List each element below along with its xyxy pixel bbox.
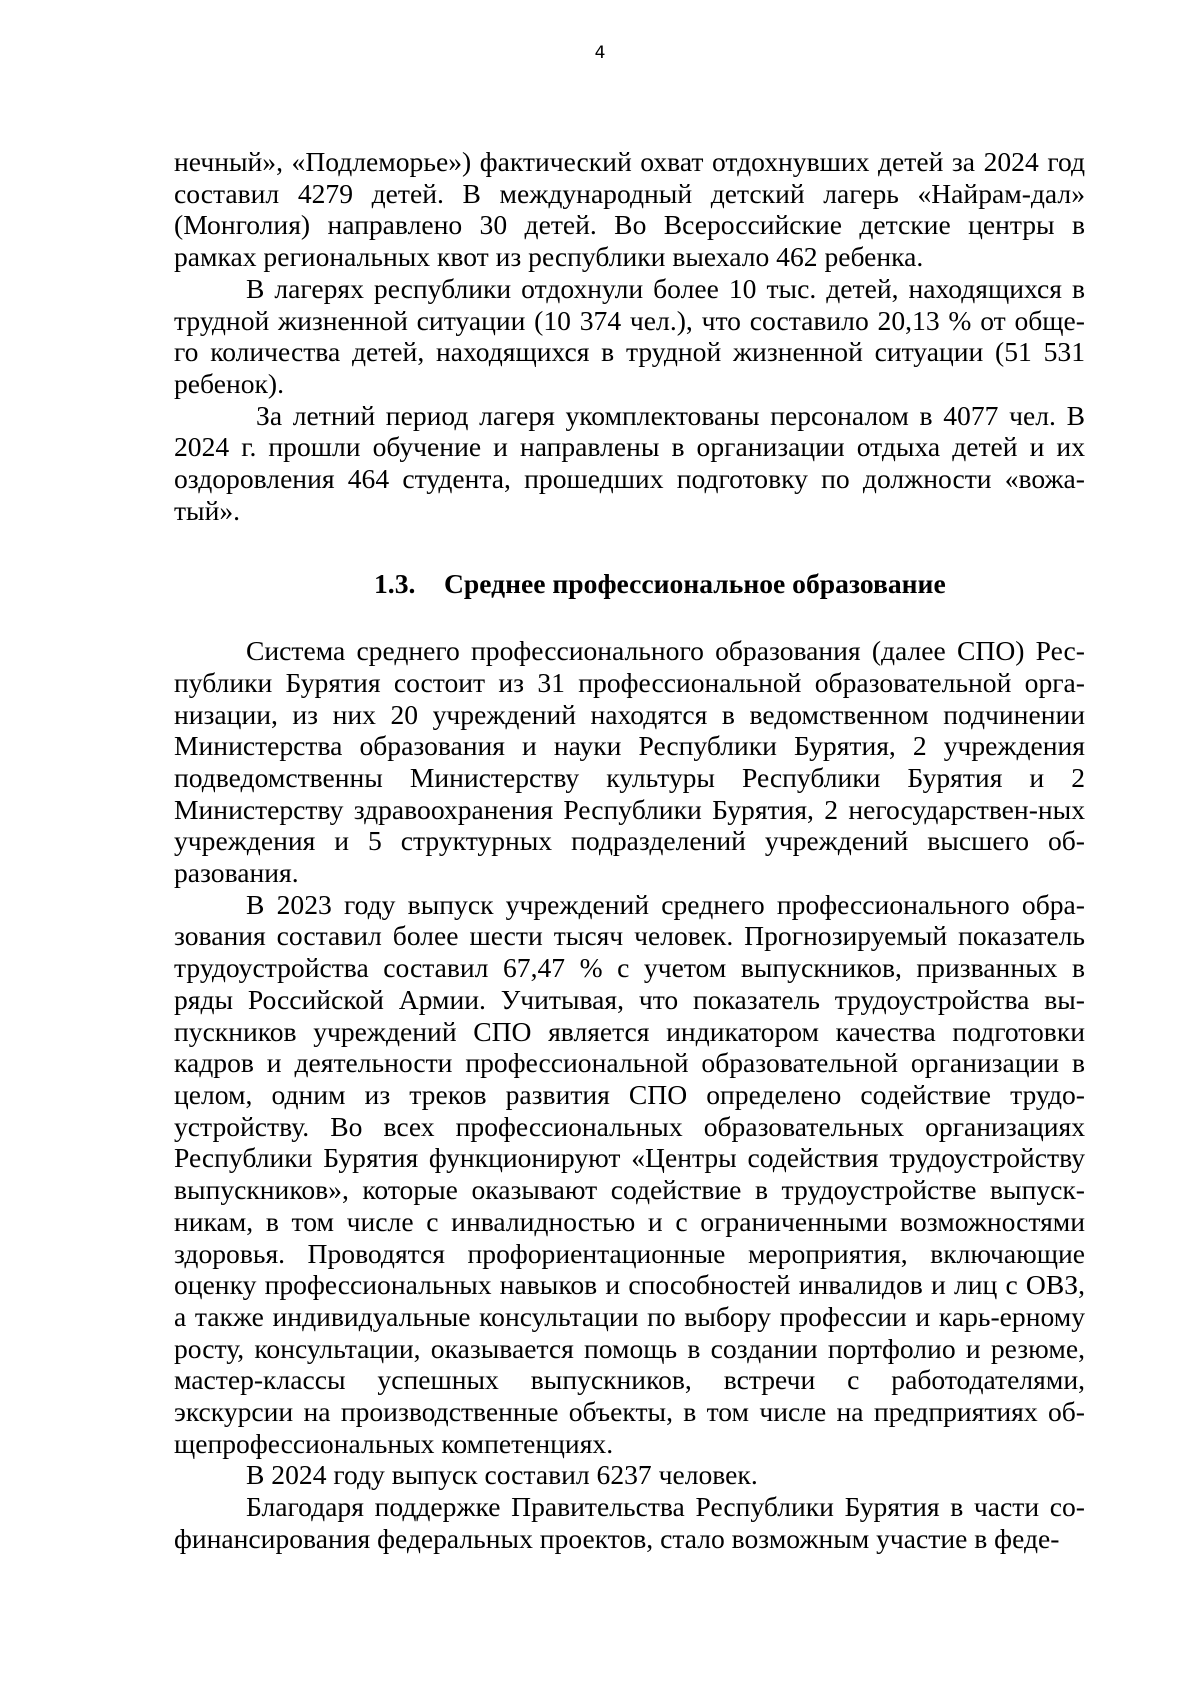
paragraph-graduation-2023: В 2023 году выпуск учреждений среднего профессионального обра-зования составил более шести тысяч человек. Прогнозируемый показатель трудоустройства составил 67,47 % с учетом выпускников, призванных в ряды Российской Армии. Учитывая, что показатель трудоустройства вы-пускников учреждений СПО является индикатором качества подготовки кадров и деятельности профессиональной образовательной организации в целом, одним из треков развития СПО определено содействие трудо-устройству. Во всех профессиональных образовательных организациях Республики Бурятия функционируют «Центры содействия трудоустройству выпускников», которые оказывают содействие в трудоустройстве выпуск-никам, в том числе с инвалидностью и с ограниченными возможностями здоровья. Проводятся профориентационные мероприятия, включающие оценку профессиональных навыков и способностей инвалидов и лиц с ОВЗ, а также индивидуальные консультации по выбору профессии и карь-ерному росту, консультации, оказывается помощь в создании портфолио и резюме, мастер-классы успешных выпускников, встречи с работодателями, экскурсии на производственные объекты, в том числе на предприятиях об-щепрофессиональных компетенциях. — [174, 888, 1085, 1459]
document-body — [174, 146, 1085, 1555]
paragraph-government-support: Благодаря поддержке Правительства Республики Бурятия в части со-финансирования федеральных проектов, стало возможным участие в феде- — [174, 1491, 1085, 1554]
paragraph-camps-coverage: нечный», «Подлеморье») фактический охват отдохнувших детей за 2024 год составил 4279 детей. В международный детский лагерь «Найрам-дал» (Монголия) направлено 30 детей. Во Всероссийские детские центры в рамках региональных квот из республики выехало 462 ребенка. — [174, 146, 1085, 273]
section-title: Среднее профессиональное образование — [444, 568, 946, 600]
section-number: 1.3. — [374, 568, 416, 600]
paragraph-difficult-situation: В лагерях республики отдохнули более 10 тыс. детей, находящихся в трудной жизненной ситуации (10 374 чел.), что составило 20,13 % от обще-го количества детей, находящихся в трудной жизненной ситуации (51 531 ребенок). — [174, 272, 1085, 399]
paragraph-spo-system: Система среднего профессионального образования (далее СПО) Рес-публики Бурятия состоит из 31 профессиональной образовательной орга-низации, из них 20 учреждений находятся в ведомственном подчинении Министерства образования и науки Республики Бурятия, 2 учреждения подведомственны Министерству культуры Республики Бурятия и 2 Министерству здравоохранения Республики Бурятия, 2 негосударствен-ных учреждения и 5 структурных подразделений учреждений высшего об-разования. — [174, 635, 1085, 889]
section-heading — [174, 568, 1085, 600]
paragraph-graduation-2024: В 2024 году выпуск составил 6237 человек. — [246, 1459, 758, 1491]
page-number: 4 — [594, 43, 606, 63]
paragraph-staffing: За летний период лагеря укомплектованы персоналом в 4077 чел. В 2024 г. прошли обучение и направлены в организации отдыха детей и их оздоровления 464 студента, прошедших подготовку по должности «вожа-тый». — [174, 399, 1085, 526]
